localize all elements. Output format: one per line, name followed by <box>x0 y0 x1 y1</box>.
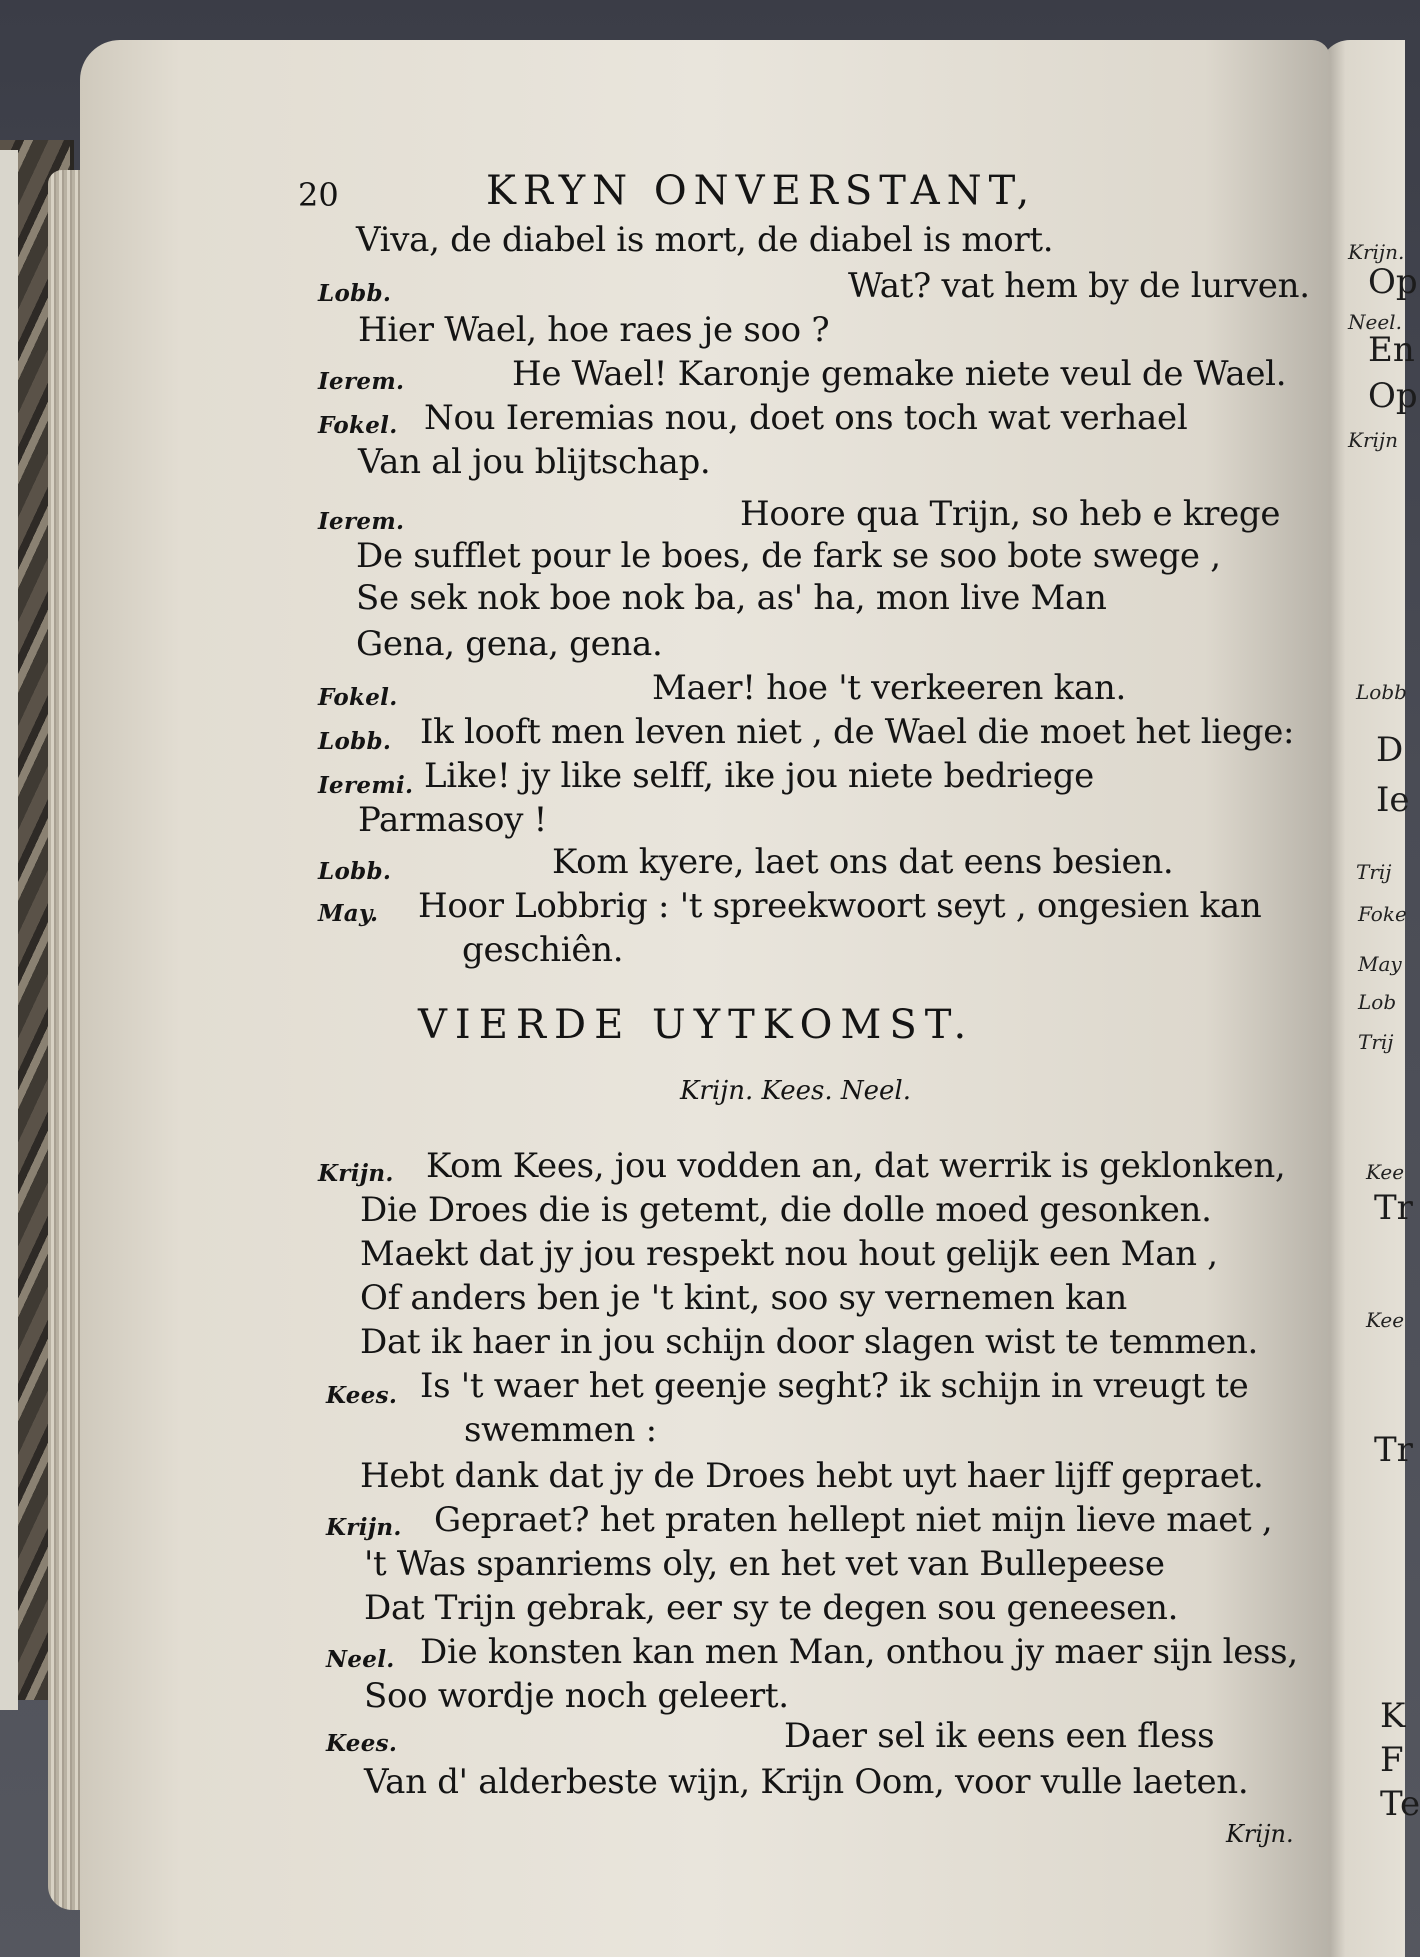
speaker-name: Lobb. <box>318 728 392 755</box>
speaker-name: Krijn. <box>318 1160 394 1187</box>
verse-line: Is 't waer het geenje seght? ik schijn in vreugt te <box>420 1366 1249 1406</box>
verse-line: Hebt dank dat jy de Droes hebt uyt haer lijff gepraet. <box>360 1456 1264 1496</box>
verse-line: Van al jou blijtschap. <box>358 442 711 482</box>
speaker-name: Kees. <box>326 1382 398 1409</box>
verse-line: Dat ik haer in jou schijn door slagen wist te temmen. <box>360 1322 1259 1362</box>
speaker-name: Ierem. <box>318 368 405 395</box>
verse-line: Soo wordje noch geleert. <box>364 1676 789 1716</box>
next-page-fragment: Kee <box>1366 1160 1405 1184</box>
verse-line: Maekt dat jy jou respekt nou hout gelijk een Man , <box>360 1234 1218 1274</box>
speaker-name: May. <box>318 900 379 927</box>
verse-line: Daer sel ik eens een fless <box>784 1716 1215 1756</box>
next-page <box>1320 40 1420 1957</box>
speaker-name: Lobb. <box>318 858 392 885</box>
next-page-fragment: Te <box>1380 1784 1420 1824</box>
running-title: KRYN ONVERSTANT, <box>486 168 1037 214</box>
next-page-fragment: Lob <box>1358 990 1397 1014</box>
verse-line: Gepraet? het praten hellept niet mijn lieve maet , <box>434 1500 1273 1540</box>
verse-line: Hoor Lobbrig : 't spreekwoort seyt , ongesien kan <box>418 886 1262 926</box>
next-page-fragment: Foke <box>1358 902 1407 926</box>
verse-line: Of anders ben je 't kint, soo sy vernemen kan <box>360 1278 1127 1318</box>
next-page-fragment: Tr <box>1374 1430 1413 1470</box>
verse-line: Kom Kees, jou vodden an, dat werrik is geklonken, <box>426 1146 1286 1186</box>
next-page-fragment: En <box>1368 330 1415 370</box>
next-page-fragment: Lobb <box>1356 680 1407 704</box>
next-page-fragment: Trij <box>1356 860 1392 884</box>
page-number: 20 <box>298 176 339 214</box>
next-page-fragment: Op <box>1368 376 1418 416</box>
next-page-fragment: Kee <box>1366 1308 1405 1332</box>
verse-line: geschiên. <box>462 930 624 970</box>
verse-line: Like! jy like selff, ike jou niete bedriege <box>424 756 1094 796</box>
speaker-name: Fokel. <box>318 412 398 439</box>
verse-line: Kom kyere, laet ons dat eens besien. <box>552 842 1174 882</box>
verse-line: Wat? vat hem by de lurven. <box>848 266 1310 306</box>
next-page-fragment: Trij <box>1358 1030 1394 1054</box>
verse-line: swemmen : <box>464 1410 657 1450</box>
next-page-fragment: Krijn <box>1348 428 1398 452</box>
verse-line: Die konsten kan men Man, onthou jy maer sijn less, <box>420 1632 1298 1672</box>
next-page-fragment: Neel. <box>1348 310 1402 334</box>
cast-list: Krijn. Kees. Neel. <box>680 1076 911 1106</box>
verse-line: Ik looft men leven niet , de Wael die moet het liege: <box>420 712 1295 752</box>
verse-line: Hier Wael, hoe raes je soo ? <box>358 310 830 350</box>
next-page-fragment: Ie <box>1376 780 1410 820</box>
next-page-fragment: May <box>1358 952 1402 976</box>
next-page-fragment: K <box>1380 1696 1406 1736</box>
verse-line: 't Was spanriems oly, en het vet van Bullepeese <box>364 1544 1165 1584</box>
speaker-name: Ieremi. <box>318 772 414 799</box>
speaker-name: Krijn. <box>326 1514 402 1541</box>
verse-line: Die Droes die is getemt, die dolle moed gesonken. <box>360 1190 1212 1230</box>
verse-line: Van d' alderbeste wijn, Krijn Oom, voor vulle laeten. <box>364 1762 1249 1802</box>
speaker-name: Ierem. <box>318 508 405 535</box>
verse-line: Dat Trijn gebrak, eer sy te degen sou geneesen. <box>364 1588 1179 1628</box>
next-page-fragment: D <box>1376 730 1404 770</box>
verse-line: Se sek nok boe nok ba, as' ha, mon live Man <box>356 578 1107 618</box>
cover-edge <box>0 150 18 1710</box>
verse-line: Maer! hoe 't verkeeren kan. <box>652 668 1127 708</box>
catchword: Krijn. <box>1226 1820 1294 1848</box>
speaker-name: Neel. <box>326 1646 395 1673</box>
next-page-fragment: F <box>1380 1740 1404 1780</box>
next-page-fragment: Krijn. <box>1348 240 1405 264</box>
section-title: VIERDE UYTKOMST. <box>418 1002 975 1048</box>
verse-line: Parmasoy ! <box>358 800 547 840</box>
next-page-fragment: Op <box>1368 262 1418 302</box>
verse-line: He Wael! Karonje gemake niete veul de Wael. <box>512 354 1287 394</box>
verse-line: Nou Ieremias nou, doet ons toch wat verhael <box>424 398 1188 438</box>
speaker-name: Kees. <box>326 1730 398 1757</box>
verse-line: Viva, de diabel is mort, de diabel is mort. <box>356 220 1054 260</box>
verse-line: Gena, gena, gena. <box>356 624 663 664</box>
speaker-name: Fokel. <box>318 684 398 711</box>
next-page-fragment: Tr <box>1374 1188 1413 1228</box>
verse-line: De sufflet pour le boes, de fark se soo bote swege , <box>356 536 1221 576</box>
speaker-name: Lobb. <box>318 280 392 307</box>
verse-line: Hoore qua Trijn, so heb e krege <box>740 494 1281 534</box>
